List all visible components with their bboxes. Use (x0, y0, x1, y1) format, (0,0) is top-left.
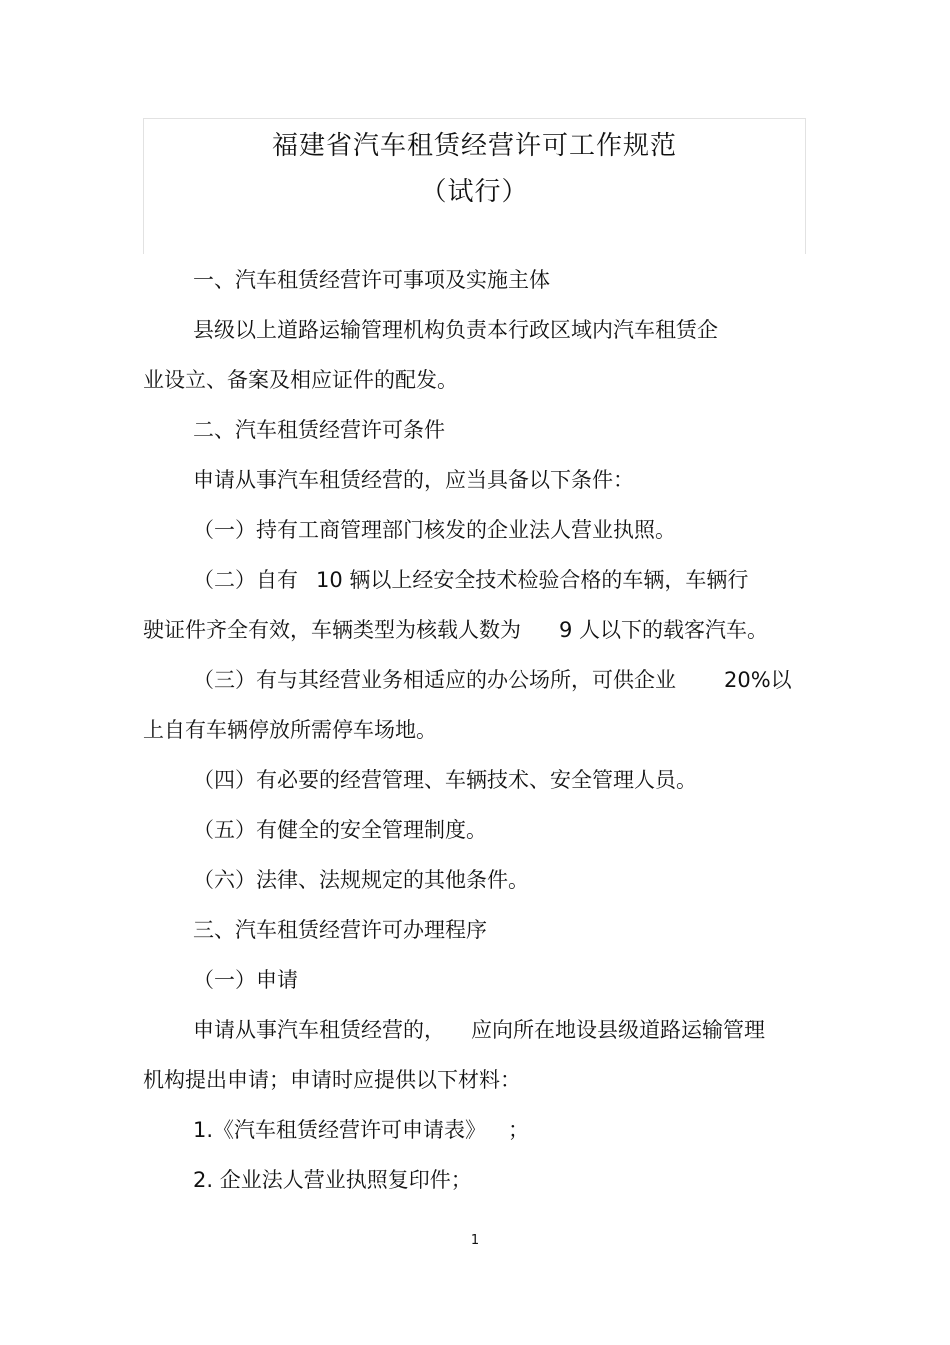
text-segment: 9 人以下的载客汽车。 (559, 618, 769, 642)
section-heading-2: 二、汽车租赁经营许可条件 (193, 418, 445, 442)
list-item-3 (193, 666, 792, 694)
text-segment: 1.《汽车租赁经营许可申请表》 (193, 1118, 487, 1142)
text-segment: （三）有与其经营业务相适应的办公场所，可供企业 (193, 668, 676, 692)
paragraph-line: 上自有车辆停放所需停车场地。 (143, 718, 437, 742)
text-segment: （二）自有 (193, 568, 298, 592)
paragraph-line: 机构提出申请；申请时应提供以下材料： (143, 1068, 521, 1092)
subsection-heading: （一）申请 (193, 968, 298, 992)
text-segment: 20%以 (724, 668, 792, 692)
text-segment: 应向所在地设县级道路运输管理 (471, 1018, 765, 1042)
paragraph-line: 业设立、备案及相应证件的配发。 (143, 368, 458, 392)
page-number: 1 (470, 1233, 480, 1248)
list-item-6: （六）法律、法规规定的其他条件。 (193, 868, 529, 892)
paragraph-line (193, 1016, 765, 1044)
list-item-5: （五）有健全的安全管理制度。 (193, 818, 487, 842)
material-item-1 (193, 1116, 529, 1144)
text-segment: 驶证件齐全有效，车辆类型为核载人数为 (143, 618, 521, 642)
text-segment: ； (508, 1118, 530, 1142)
paragraph-line (143, 616, 768, 644)
document-subtitle: （试行） (420, 177, 529, 207)
text-segment: 10 辆以上经安全技术检验合格的车辆，车辆行 (316, 568, 749, 592)
document-title: 福建省汽车租赁经营许可工作规范 (271, 131, 677, 161)
list-item-4: （四）有必要的经营管理、车辆技术、安全管理人员。 (193, 768, 697, 792)
paragraph-line: 县级以上道路运输管理机构负责本行政区域内汽车租赁企 (193, 318, 718, 342)
title-frame (143, 118, 806, 254)
list-item-2 (193, 566, 748, 594)
material-item-2: 2. 企业法人营业执照复印件； (193, 1168, 472, 1192)
paragraph-line: 申请从事汽车租赁经营的，应当具备以下条件： (193, 468, 634, 492)
section-heading-3: 三、汽车租赁经营许可办理程序 (193, 918, 487, 942)
list-item-1: （一）持有工商管理部门核发的企业法人营业执照。 (193, 518, 676, 542)
section-heading-1: 一、汽车租赁经营许可事项及实施主体 (193, 268, 550, 292)
text-segment: 申请从事汽车租赁经营的， (193, 1018, 445, 1042)
